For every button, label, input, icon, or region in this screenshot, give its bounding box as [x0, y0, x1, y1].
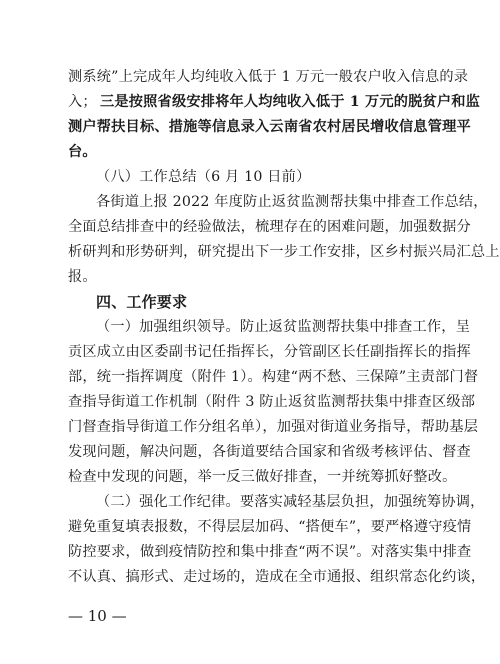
text-line-18: （二）强化工作纪律。要落实减轻基层负担，加强统筹协调，	[96, 494, 485, 510]
text-line-7: 全面总结排查中的经验做法，梳理存在的困难问题，加强数据分	[68, 219, 471, 235]
text-line-2b-bold: 三是按照省级安排将年人均纯收入低于 1 万元的脱贫户和监	[100, 94, 481, 110]
text-line-20: 防控要求，做到疫情防控和集中排查“两不误”。对落实集中排查	[68, 544, 472, 560]
text-line-21: 不认真、搞形式、走过场的，造成在全市通报、组织常态化约谈，	[68, 569, 486, 585]
text-line-3-bold: 测户帮扶目标、措施等信息录入云南省农村居民增收信息管理平	[68, 119, 471, 135]
text-line-6: 各街道上报 2022 年度防止返贫监测帮扶集中排查工作总结，	[96, 194, 488, 210]
text-line-2a: 入；	[68, 94, 97, 110]
text-line-11: （一）加强组织领导。防止返贫监测帮扶集中排查工作，呈	[96, 319, 471, 335]
section-4-heading: 四、工作要求	[96, 293, 188, 311]
text-line-1: 测系统”上完成年人均纯收入低于 1 万元一般农户收入信息的录	[68, 69, 469, 85]
text-line-15: 门督查指导街道工作分组名单），加强对街道业务指导，帮助基层	[68, 419, 479, 435]
text-line-4-bold: 台。	[68, 144, 97, 160]
text-line-9: 报。	[68, 269, 97, 285]
text-line-16: 发现问题，解决问题，各街道要结合国家和省级考核评估、督查	[68, 444, 471, 460]
text-line-12: 贡区成立由区委副书记任指挥长，分管副区长任副指挥长的指挥	[68, 344, 471, 360]
text-line-19: 避免重复填表报数，不得层层加码、“搭便车”，要严格遵守疫情	[68, 519, 472, 535]
page-number: — 10 —	[68, 607, 127, 625]
text-line-8: 析研判和形势研判，研究提出下一步工作安排，区乡村振兴局汇总上	[68, 244, 500, 260]
text-line-17: 检查中发现的问题，举一反三做好排查，一并统筹抓好整改。	[68, 469, 457, 485]
section-8-title: （八）工作总结（6 月 10 日前）	[96, 169, 311, 185]
text-line-13: 部，统一指挥调度（附件 1）。构建“两不愁、三保障”主责部门督	[68, 369, 479, 385]
text-line-14: 查指导街道工作机制（附件 3 防止返贫监测帮扶集中排查区级部	[68, 394, 476, 410]
